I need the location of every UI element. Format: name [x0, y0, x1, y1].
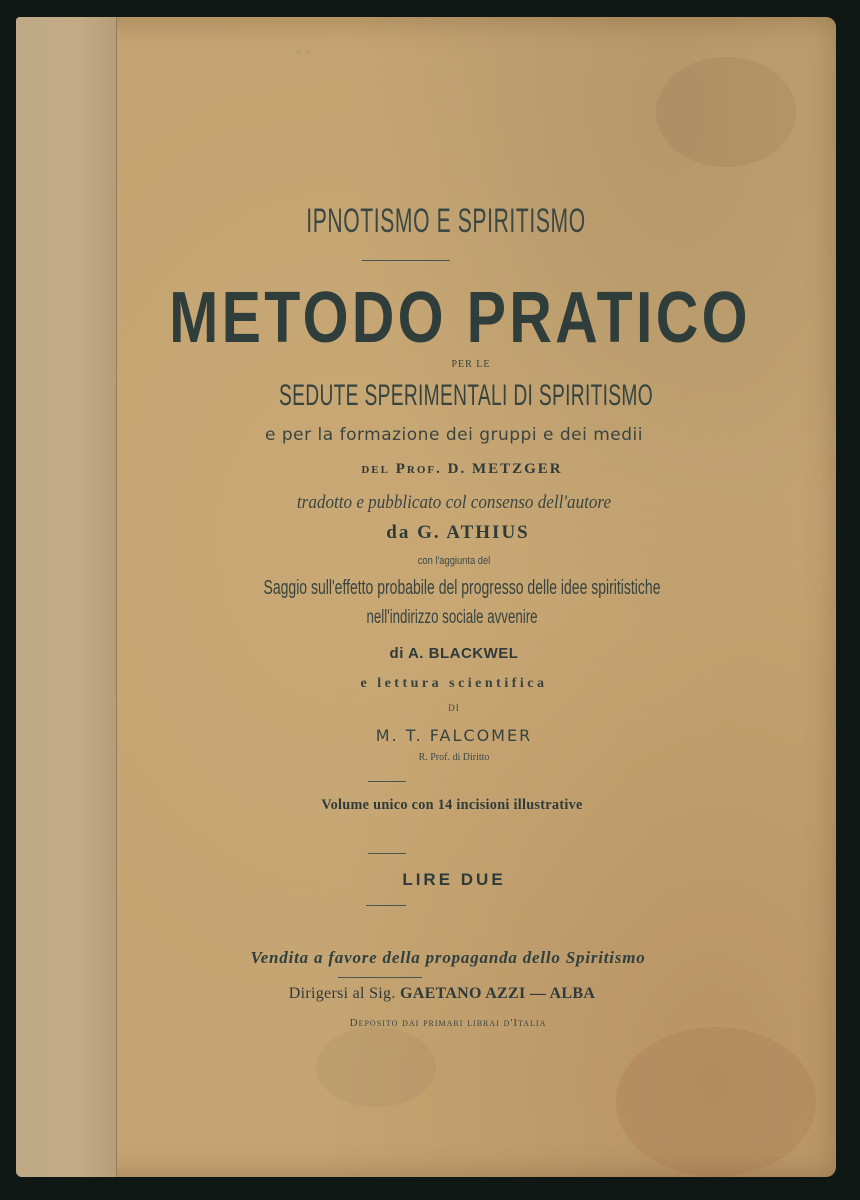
author-line: del Prof. D. METZGER	[361, 461, 563, 477]
main-title: METODO PRATICO	[169, 278, 751, 358]
price: LIRE DUE	[402, 870, 506, 889]
contact-name: GAETANO AZZI — ALBA	[399, 985, 596, 1002]
divider	[368, 853, 406, 854]
pencil-mark: ≈ ≈	[296, 47, 311, 59]
divider	[366, 905, 406, 906]
volume-note: Volume unico con 14 incisioni illustrative	[321, 797, 583, 813]
cover-text	[116, 17, 836, 1177]
subject-title: SEDUTE SPERIMENTALI DI SPIRITISMO	[279, 379, 653, 412]
lettura-line: e lettura scientifica	[360, 676, 548, 691]
contact-line	[82, 985, 802, 1003]
deposit-note: Deposito dai primari librai d'Italia	[349, 1017, 547, 1029]
book-cover	[16, 17, 836, 1177]
book-spine	[16, 17, 117, 1177]
lecturer-name: M. T. FALCOMER	[375, 726, 533, 745]
divider	[362, 260, 450, 261]
sale-note: Vendita a favore della propaganda dello Spiritismo	[250, 948, 646, 967]
translator-line: da G. ATHIUS	[386, 522, 530, 543]
essay-title-line-1: Saggio sull'effetto probabile del progresso delle idee spiritistiche	[263, 577, 661, 599]
formation-line: e per la formazione dei gruppi e dei medii	[265, 425, 643, 445]
contact-prefix: Dirigersi al Sig.	[288, 985, 396, 1002]
translation-note: tradotto e pubblicato col consenso dell'autore	[296, 492, 612, 513]
essay-title-line-2: nell'indirizzo sociale avvenire	[366, 607, 538, 628]
lecturer-title: R. Prof. di Diritto	[418, 752, 490, 763]
divider	[368, 781, 406, 782]
per-le-label: PER LE	[451, 359, 491, 370]
series-title: IPNOTISMO E SPIRITISMO	[306, 202, 586, 240]
di-label: DI	[448, 703, 460, 713]
essay-author: di A. BLACKWEL	[389, 645, 519, 662]
divider	[338, 977, 422, 978]
addition-note: con l'aggiunta del	[417, 555, 491, 567]
